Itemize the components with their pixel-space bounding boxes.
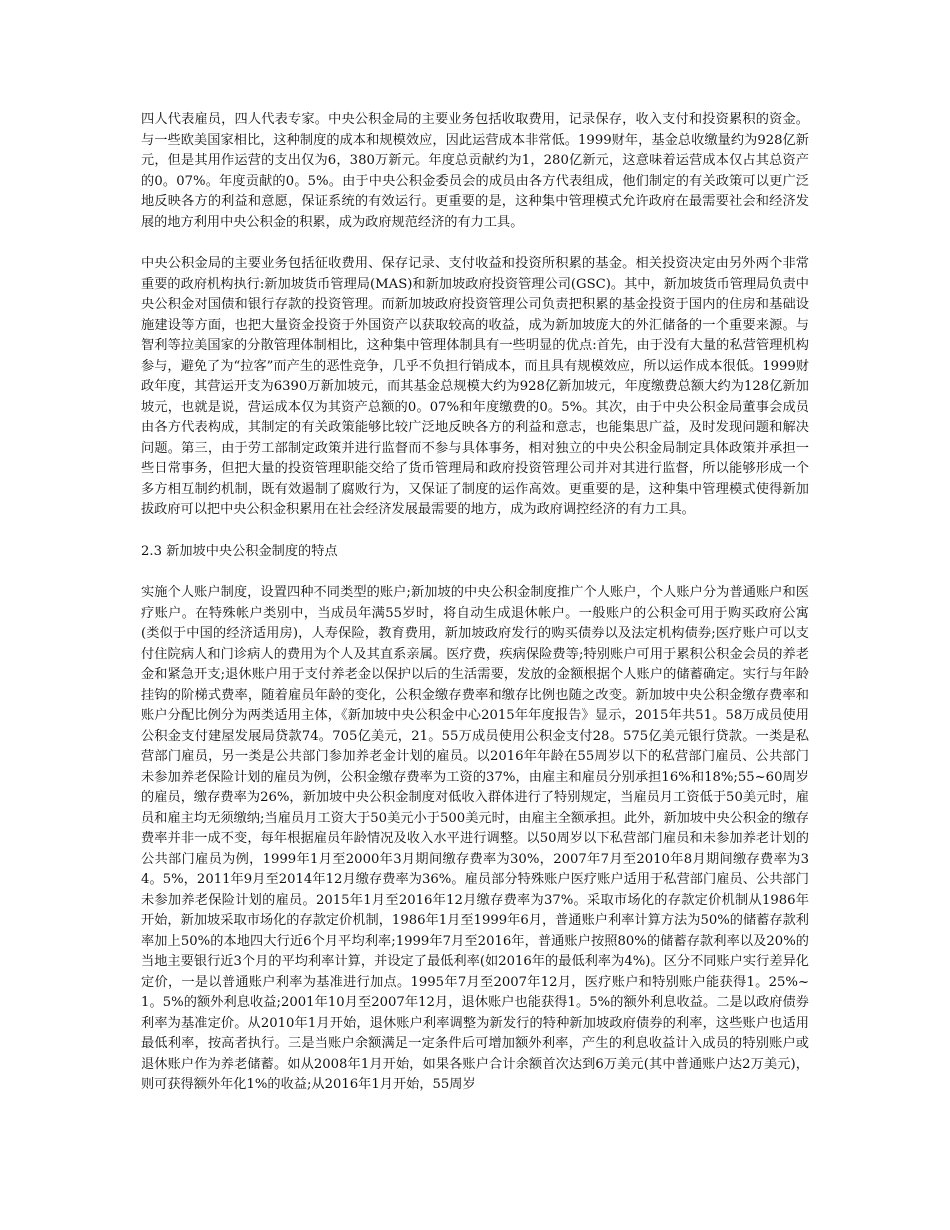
section-heading: 2.3 新加坡中央公积金制度的特点 [141,543,338,559]
paragraph-2: 中央公积金局的主要业务包括征收费用、保存记录、支付收益和投资所积累的基金。相关投资决定由另外两个非常重要的政府机构执行:新加坡货币管理局(MAS)和新加坡政府投资管理公司(GSC)。其中，新加坡货币管理局负责中央公积金对国债和银行存款的投资管理。而新加坡政府投资管理公司负责把积累的基金投资于国内的住房和基础设施建设等方面，也把大量资金投资于外国资产以获取较高的收益，成为新加坡庞大的外汇储备的一个重要来源。与智利等拉美国家的分散管理体制相比，这种集中管理体制具有一些明显的优点:首先，由于没有大量的私营管理机构参与，避免了为“拉客”而产生的恶性竞争，几乎不负担行销成本，而且具有规模效应，所以运作成本很低。1999财政年度，其营运开支为6390万新加坡元，而其基金总规模大约为928亿新加坡元，年度缴费总额大约为128亿新加坡元，也就是说，营运成本仅为其资产总额的0。07%和年度缴费的0。5%。其次，由于中央公积金局董事会成员由各方代表构成，其制定的有关政策能够比较广泛地反映各方的利益和意志，也能集思广益，及时发现问题和解决问题。第三，由于劳工部制定政策并进行监督而不参与具体事务，相对独立的中央公积金局制定具体政策并承担一些日常事务，但把大量的投资管理职能交给了货币管理局和政府投资管理公司并对其进行监督，所以能够形成一个多方相互制约机制，既有效遏制了腐败行为，又保证了制度的运作高效。更重要的是，这种集中管理模式使得新加拔政府可以把中央公积金积累用在社会经济发展最需要的地方，成为政府调控经济的有力工具。 [141,256,809,517]
document-page [141,110,809,1096]
paragraph-1: 四人代表雇员，四人代表专家。中央公积金局的主要业务包括收取费用，记录保存，收入支付和投资累积的资金。与一些欧美国家相比，这种制度的成本和规模效应，因此运营成本非常低。1999财年，基金总收缴量约为928亿新元，但是其用作运营的支出仅为6，380万新元。年度总贡献约为1，280亿新元，这意味着运营成本仅占其总资产的0。07%。年度贡献的0。5%。由于中央公积金委员会的成员由各方代表组成，他们制定的有关政策可以更广泛地反映各方的利益和意愿，保证系统的有效运行。更重要的是，这种集中管理模式允许政府在最需要社会和经济发展的地方利用中央公积金的积累，成为政府规范经济的有力工具。 [141,112,809,230]
paragraph-gap [141,233,809,254]
paragraph-gap [141,562,809,583]
paragraph-gap [141,521,809,542]
section-paragraph: 实施个人账户制度，设置四种不同类型的账户;新加坡的中央公积金制度推广个人账户，个人账户分为普通账户和医疗账户。在特殊帐户类别中，当成员年满55岁时，将自动生成退休帐户。一般账户的公积金可用于购买政府公寓(类似于中国的经济适用房)，人寿保险，教育费用，新加坡政府发行的购买债券以及法定机构债券;医疗账户可以支付住院病人和门诊病人的费用为个人及其直系亲属。医疗费，疾病保险费等;特别账户可用于累积公积金会员的养老金和紧急开支;退休账户用于支付养老金以保护以后的生活需要，发放的金额根据个人账户的储蓄确定。实行与年龄挂钩的阶梯式费率，随着雇员年龄的变化，公积金缴存费率和缴存比例也随之改变。新加坡中央公积金缴存费率和账户分配比例分为两类适用主体，《新加坡中央公积金中心2015年年度报告》显示，2015年共51。58万成员使用公积金支付建屋发展局贷款74。705亿美元，21。55万成员使用公积金支付28。575亿美元银行贷款。一类是私营部门雇员，另一类是公共部门参加养老金计划的雇员。以2016年年龄在55周岁以下的私营部门雇员、公共部门未参加养老保险计划的雇员为例，公积金缴存费率为工资的37%，由雇主和雇员分别承担16%和18%;55~60周岁的雇员，缴存费率为26%，新加坡中央公积金制度对低收入群体进行了特别规定，当雇员月工资低于50美元时，雇员和雇主均无须缴纳;当雇员月工资大于50美元小于500美元时，由雇主全额承担。此外，新加坡中央公积金的缴存费率并非一成不变，每年根据雇员年龄情况及收入水平进行调整。以50周岁以下私营部门雇员和未参加养老计划的公共部门雇员为例，1999年1月至2000年3月期间缴存费率为30%，2007年7月至2010年8月期间缴存费率为34。5%，2011年9月至2014年12月缴存费率为36%。雇员部分特殊账户医疗账户适用于私营部门雇员、公共部门未参加养老保险计划的雇员。2015年1月至2016年12月缴存费率为37%。采取市场化的存款定价机制从1986年开始，新加坡采取市场化的存款定价机制，1986年1月至1999年6月，普通账户利率计算方法为50%的储蓄存款利率加上50%的本地四大行近6个月平均利率;1999年7月至2016年，普通账户按照80%的储蓄存款利率以及20%的当地主要银行近3个月的平均利率计算，并设定了最低利率(如2016年的最低利率为4%)。区分不同账户实行差异化定价，一是以普通账户利率为基准进行加点。1995年7月至2007年12月，医疗账户和特别账户能获得1。25%~1。5%的额外利息收益;2001年10月至2007年12月，退休账户也能获得1。5%的额外利息收益。二是以政府债券利率为基准定价。从2010年1月开始，退休账户利率调整为新发行的特种新加坡政府债券的利率，这些账户也适用最低利率，按高者执行。三是当账户余额满足一定条件后可增加额外利率，产生的利息收益计入成员的特别账户或退休账户作为养老储蓄。如从2008年1月开始，如果各账户合计余额首次达到6万美元(其中普通账户达2万美元)，则可获得额外年化1%的收益;从2016年1月开始，55周岁 [141,585,809,1092]
